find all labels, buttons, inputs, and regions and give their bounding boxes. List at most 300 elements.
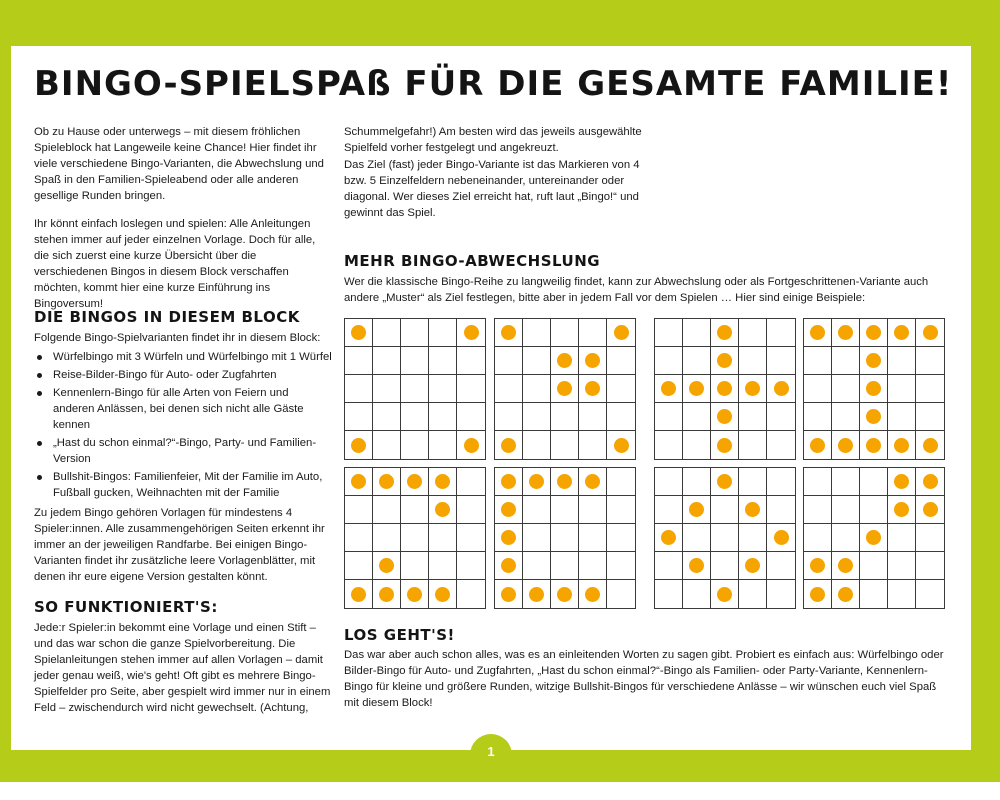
- grid-cell: [804, 319, 832, 347]
- bingo-pattern-grid: [803, 467, 945, 609]
- how-text: Jede:r Spieler:in bekommt eine Vorlage und einen Stift – und das war schon die ganze Spielvorbereitung. Die Spielanleitungen stehen immer auf allen Vorlagen – damit jeder genau weiß, wie's geht! Oft gibt es mehrere Bingo-Spielfelder pro Seite, aber gespielt wird immer nur in einem Feld – zwischendurch wird nicht gewechselt. (Achtung,: [34, 622, 331, 714]
- marker-dot: [866, 353, 881, 368]
- grid-cell: [711, 347, 739, 375]
- grid-cell: [916, 403, 944, 431]
- grid-cell: [832, 496, 860, 524]
- grid-cell: [683, 403, 711, 431]
- marker-dot: [838, 438, 853, 453]
- grid-cell: [683, 552, 711, 580]
- grid-cell: [551, 347, 579, 375]
- grid-cell: [607, 524, 635, 552]
- grid-cell: [655, 524, 683, 552]
- grid-cell: [495, 431, 523, 459]
- grid-cell: [495, 524, 523, 552]
- marker-dot: [717, 474, 732, 489]
- marker-dot: [614, 438, 629, 453]
- grid-cell: [523, 552, 551, 580]
- grid-cell: [607, 403, 635, 431]
- grid-cell: [655, 552, 683, 580]
- grid-cell: [767, 319, 795, 347]
- grid-cell: [579, 319, 607, 347]
- grid-cell: [804, 580, 832, 608]
- bingo-variant-list: [34, 349, 332, 501]
- grid-cell: [711, 431, 739, 459]
- grid-cell: [804, 524, 832, 552]
- goal-text: Das Ziel (fast) jeder Bingo-Variante ist das Markieren von 4 bzw. 5 Einzelfeldern nebeneinander, untereinander oder diagonal. Wer dieses Ziel erreicht hat, ruft laut „Bingo!“ und gewinnt das Spiel.: [344, 159, 640, 219]
- grid-cell: [711, 524, 739, 552]
- grid-cell: [832, 431, 860, 459]
- list-item: Reise-Bilder-Bingo für Auto- oder Zugfahrten: [34, 367, 332, 383]
- grid-cell: [551, 524, 579, 552]
- more-heading: MEHR BINGO-ABWECHSLUNG: [344, 252, 601, 270]
- grid-cell: [429, 468, 457, 496]
- grid-cell: [711, 319, 739, 347]
- grid-cell: [916, 524, 944, 552]
- grid-cell: [401, 552, 429, 580]
- grid-cell: [916, 319, 944, 347]
- grid-cell: [739, 431, 767, 459]
- grid-cell: [523, 496, 551, 524]
- marker-dot: [923, 438, 938, 453]
- marker-dot: [923, 325, 938, 340]
- grid-cell: [345, 347, 373, 375]
- page: [11, 46, 971, 750]
- grid-cell: [345, 375, 373, 403]
- marker-dot: [689, 558, 704, 573]
- grid-cell: [888, 347, 916, 375]
- grid-cell: [345, 319, 373, 347]
- grid-cell: [739, 580, 767, 608]
- grid-cell: [607, 468, 635, 496]
- marker-dot: [838, 558, 853, 573]
- marker-dot: [745, 502, 760, 517]
- grid-cell: [860, 403, 888, 431]
- marker-dot: [717, 353, 732, 368]
- grid-cell: [888, 375, 916, 403]
- bingos-section: [34, 330, 332, 585]
- marker-dot: [379, 587, 394, 602]
- grid-cell: [916, 375, 944, 403]
- grid-cell: [429, 580, 457, 608]
- grid-cell: [373, 347, 401, 375]
- marker-dot: [351, 474, 366, 489]
- grid-cell: [345, 468, 373, 496]
- grid-cell: [579, 496, 607, 524]
- grid-cell: [495, 375, 523, 403]
- grid-cell: [655, 403, 683, 431]
- grid-cell: [916, 431, 944, 459]
- grid-cell: [607, 347, 635, 375]
- grid-cell: [551, 580, 579, 608]
- grid-cell: [916, 580, 944, 608]
- marker-dot: [745, 381, 760, 396]
- list-item: Würfelbingo mit 3 Würfeln und Würfelbingo mit 1 Würfel: [34, 349, 332, 365]
- grid-cell: [429, 524, 457, 552]
- grid-cell: [401, 468, 429, 496]
- grid-cell: [345, 580, 373, 608]
- marker-dot: [614, 325, 629, 340]
- grid-cell: [739, 403, 767, 431]
- grid-cell: [551, 403, 579, 431]
- grid-cell: [683, 468, 711, 496]
- marker-dot: [894, 438, 909, 453]
- grid-cell: [832, 375, 860, 403]
- grid-cell: [373, 431, 401, 459]
- grid-cell: [401, 580, 429, 608]
- grid-cell: [401, 347, 429, 375]
- grid-cell: [683, 375, 711, 403]
- grid-cell: [457, 580, 485, 608]
- grid-cell: [767, 375, 795, 403]
- grid-cell: [373, 552, 401, 580]
- grid-cell: [373, 375, 401, 403]
- list-item: „Hast du schon einmal?“-Bingo, Party- und Familien-Version: [34, 435, 332, 467]
- marker-dot: [435, 587, 450, 602]
- marker-dot: [585, 587, 600, 602]
- marker-dot: [717, 409, 732, 424]
- lets-go-heading: LOS GEHT'S!: [344, 626, 455, 644]
- grid-cell: [495, 468, 523, 496]
- grid-cell: [804, 375, 832, 403]
- grid-cell: [804, 496, 832, 524]
- grid-cell: [683, 524, 711, 552]
- grid-cell: [767, 580, 795, 608]
- marker-dot: [501, 325, 516, 340]
- grid-cell: [401, 524, 429, 552]
- grid-cell: [860, 552, 888, 580]
- marker-dot: [407, 587, 422, 602]
- marker-dot: [501, 474, 516, 489]
- grid-cell: [804, 347, 832, 375]
- grid-cell: [345, 403, 373, 431]
- bingo-pattern-grid: [344, 318, 486, 460]
- grid-cell: [373, 468, 401, 496]
- grid-cell: [888, 496, 916, 524]
- marker-dot: [866, 325, 881, 340]
- grid-cell: [888, 403, 916, 431]
- grid-cell: [457, 552, 485, 580]
- grid-cell: [711, 403, 739, 431]
- bingos-lead: Folgende Bingo-Spielvarianten findet ihr in diesem Block:: [34, 332, 321, 344]
- grid-cell: [655, 580, 683, 608]
- marker-dot: [557, 587, 572, 602]
- grid-cell: [711, 580, 739, 608]
- grid-cell: [860, 431, 888, 459]
- grid-cell: [916, 552, 944, 580]
- marker-dot: [661, 530, 676, 545]
- grid-cell: [655, 431, 683, 459]
- marker-dot: [501, 438, 516, 453]
- grid-cell: [607, 496, 635, 524]
- grid-cell: [345, 552, 373, 580]
- grid-cell: [495, 552, 523, 580]
- marker-dot: [351, 325, 366, 340]
- grid-cell: [860, 580, 888, 608]
- marker-dot: [557, 353, 572, 368]
- grid-cell: [860, 319, 888, 347]
- marker-dot: [866, 381, 881, 396]
- grid-cell: [888, 319, 916, 347]
- marker-dot: [745, 558, 760, 573]
- grid-cell: [495, 319, 523, 347]
- marker-dot: [585, 381, 600, 396]
- marker-dot: [838, 325, 853, 340]
- marker-dot: [689, 381, 704, 396]
- grid-cell: [551, 375, 579, 403]
- grid-cell: [888, 524, 916, 552]
- grid-cell: [523, 524, 551, 552]
- grid-cell: [579, 375, 607, 403]
- bingo-pattern-grid: [494, 467, 636, 609]
- grid-cell: [523, 375, 551, 403]
- marker-dot: [464, 325, 479, 340]
- marker-dot: [689, 502, 704, 517]
- marker-dot: [585, 353, 600, 368]
- bingos-after: Zu jedem Bingo gehören Vorlagen für mindestens 4 Spieler:innen. Alle zusammengehörigen Seiten erkennt ihr immer an der jeweiligen Randfarbe. Bei einigen Bingo-Varianten findet ihr zusätzliche leere Vorlagenblätter, mit denen ihr eure eigene Version gestalten könnt.: [34, 507, 325, 583]
- grid-cell: [832, 403, 860, 431]
- marker-dot: [838, 587, 853, 602]
- grid-cell: [888, 431, 916, 459]
- grid-cell: [551, 468, 579, 496]
- grid-cell: [655, 496, 683, 524]
- grid-cell: [860, 496, 888, 524]
- grid-cell: [373, 403, 401, 431]
- grid-cell: [804, 431, 832, 459]
- page-title: BINGO-SPIELSPAß FÜR DIE GESAMTE FAMILIE!: [34, 64, 953, 104]
- grid-cell: [345, 524, 373, 552]
- grid-cell: [916, 496, 944, 524]
- grid-cell: [683, 580, 711, 608]
- marker-dot: [923, 502, 938, 517]
- grid-cell: [860, 524, 888, 552]
- grid-cell: [401, 496, 429, 524]
- grid-cell: [860, 468, 888, 496]
- grid-cell: [888, 468, 916, 496]
- marker-dot: [435, 502, 450, 517]
- marker-dot: [379, 558, 394, 573]
- how-heading: SO FUNKTIONIERT'S:: [34, 598, 218, 616]
- grid-cell: [429, 496, 457, 524]
- marker-dot: [774, 530, 789, 545]
- marker-dot: [464, 438, 479, 453]
- marker-dot: [866, 530, 881, 545]
- grid-cell: [767, 431, 795, 459]
- grid-cell: [579, 580, 607, 608]
- marker-dot: [866, 438, 881, 453]
- grid-cell: [373, 496, 401, 524]
- grid-cell: [429, 403, 457, 431]
- grid-cell: [429, 319, 457, 347]
- grid-cell: [767, 552, 795, 580]
- grid-cell: [683, 431, 711, 459]
- grid-cell: [711, 552, 739, 580]
- grid-cell: [739, 552, 767, 580]
- more-text: Wer die klassische Bingo-Reihe zu langweilig findet, kann zur Abwechslung oder als Fortgeschrittenen-Variante auch andere „Muster“ als Ziel festlegen, bitte aber in jedem Fall vor dem Spielen … Hier sind einige Beispiele:: [344, 276, 929, 304]
- bingos-heading: DIE BINGOS IN DIESEM BLOCK: [34, 308, 300, 326]
- grid-cell: [607, 319, 635, 347]
- grid-cell: [457, 347, 485, 375]
- marker-dot: [717, 381, 732, 396]
- grid-cell: [711, 375, 739, 403]
- grid-cell: [401, 375, 429, 403]
- marker-dot: [501, 558, 516, 573]
- marker-dot: [351, 587, 366, 602]
- grid-cell: [495, 496, 523, 524]
- grid-cell: [832, 319, 860, 347]
- marker-dot: [529, 587, 544, 602]
- marker-dot: [717, 438, 732, 453]
- marker-dot: [810, 438, 825, 453]
- grid-cell: [739, 496, 767, 524]
- intro-paragraph-1: Ob zu Hause oder unterwegs – mit diesem fröhlichen Spieleblock hat Langeweile keine Chance! Hier findet ihr viele verschiedene Bingo-Varianten, die Abwechslung und Spaß in den Familien-Spieleabend oder alle anderen gesellige Runden bringen.: [34, 126, 324, 202]
- marker-dot: [379, 474, 394, 489]
- grid-cell: [401, 319, 429, 347]
- marker-dot: [717, 587, 732, 602]
- marker-dot: [923, 474, 938, 489]
- grid-cell: [429, 552, 457, 580]
- grid-cell: [579, 552, 607, 580]
- grid-cell: [739, 319, 767, 347]
- bingo-pattern-grid: [654, 318, 796, 460]
- grid-cell: [457, 431, 485, 459]
- grid-cell: [551, 552, 579, 580]
- grid-cell: [655, 375, 683, 403]
- bingo-pattern-grid: [654, 467, 796, 609]
- grid-cell: [457, 524, 485, 552]
- grid-cell: [683, 347, 711, 375]
- marker-dot: [501, 587, 516, 602]
- grid-cell: [401, 403, 429, 431]
- grid-cell: [457, 403, 485, 431]
- marker-dot: [894, 502, 909, 517]
- grid-cell: [373, 319, 401, 347]
- grid-cell: [495, 347, 523, 375]
- grid-cell: [457, 375, 485, 403]
- grid-cell: [579, 431, 607, 459]
- grid-cell: [551, 319, 579, 347]
- grid-cell: [551, 496, 579, 524]
- grid-cell: [457, 496, 485, 524]
- grid-cell: [860, 375, 888, 403]
- grid-cell: [607, 431, 635, 459]
- grid-cell: [429, 431, 457, 459]
- grid-cell: [429, 347, 457, 375]
- marker-dot: [501, 530, 516, 545]
- grid-cell: [523, 580, 551, 608]
- grid-cell: [739, 347, 767, 375]
- grid-cell: [373, 580, 401, 608]
- grid-cell: [739, 375, 767, 403]
- how-text-continued: Schummelgefahr!) Am besten wird das jeweils ausgewählte Spielfeld vorher festgelegt und angekreuzt.: [344, 126, 642, 154]
- grid-cell: [683, 319, 711, 347]
- marker-dot: [810, 325, 825, 340]
- grid-cell: [607, 375, 635, 403]
- marker-dot: [407, 474, 422, 489]
- marker-dot: [557, 381, 572, 396]
- grid-cell: [607, 552, 635, 580]
- bingo-pattern-grid: [803, 318, 945, 460]
- grid-cell: [429, 375, 457, 403]
- marker-dot: [529, 474, 544, 489]
- grid-cell: [579, 347, 607, 375]
- grid-cell: [832, 468, 860, 496]
- marker-dot: [717, 325, 732, 340]
- grid-cell: [832, 347, 860, 375]
- lets-go-text: Das war aber auch schon alles, was es an einleitenden Worten zu sagen gibt. Probiert es einfach aus: Würfelbingo oder Bilder-Bingo für Auto- und Zugfahrten, „Hast du schon einmal?“-Bingo als Familien- oder Party-Variante, Kennenlern-Bingo für kleine und größere Runden, witzige Bullshit-Bingos für verschiedene Anlässe – wir wünschen euch viel Spaß mit diesem Block!: [344, 649, 944, 709]
- grid-cell: [804, 552, 832, 580]
- marker-dot: [894, 325, 909, 340]
- grid-cell: [401, 431, 429, 459]
- grid-cell: [495, 403, 523, 431]
- grid-cell: [888, 552, 916, 580]
- grid-cell: [345, 431, 373, 459]
- intro-paragraph-2: Ihr könnt einfach loslegen und spielen: Alle Anleitungen stehen immer auf jeder einzelnen Vorlage. Doch für alle, die sich zuerst eine kurze Übersicht über die verschiedenen Bingos in diesem Block verschaffen möchten, kommt hier eine kurze Einführung ins Bingoversum!: [34, 218, 316, 310]
- marker-dot: [866, 409, 881, 424]
- grid-cell: [373, 524, 401, 552]
- grid-cell: [655, 347, 683, 375]
- marker-dot: [557, 474, 572, 489]
- list-item: Kennenlern-Bingo für alle Arten von Feiern und anderen Anlässen, bei denen sich nicht alle Gäste kennen: [34, 385, 332, 433]
- grid-cell: [767, 524, 795, 552]
- grid-cell: [832, 552, 860, 580]
- marker-dot: [894, 474, 909, 489]
- grid-cell: [832, 580, 860, 608]
- grid-cell: [457, 468, 485, 496]
- grid-cell: [888, 580, 916, 608]
- marker-dot: [810, 558, 825, 573]
- grid-cell: [683, 496, 711, 524]
- page-number: 1: [470, 734, 512, 776]
- grid-cell: [860, 347, 888, 375]
- grid-cell: [579, 403, 607, 431]
- grid-cell: [523, 403, 551, 431]
- grid-cell: [767, 496, 795, 524]
- marker-dot: [435, 474, 450, 489]
- grid-cell: [523, 347, 551, 375]
- grid-cell: [711, 468, 739, 496]
- marker-dot: [810, 587, 825, 602]
- grid-cell: [495, 580, 523, 608]
- grid-cell: [579, 468, 607, 496]
- marker-dot: [661, 381, 676, 396]
- grid-cell: [345, 496, 373, 524]
- marker-dot: [585, 474, 600, 489]
- marker-dot: [774, 381, 789, 396]
- grid-cell: [523, 431, 551, 459]
- marker-dot: [501, 502, 516, 517]
- grid-cell: [916, 347, 944, 375]
- grid-cell: [767, 347, 795, 375]
- list-item: Bullshit-Bingos: Familienfeier, Mit der Familie im Auto, Fußball gucken, Weihnachten mit der Familie: [34, 469, 332, 501]
- grid-cell: [804, 468, 832, 496]
- marker-dot: [351, 438, 366, 453]
- grid-cell: [767, 468, 795, 496]
- grid-cell: [655, 468, 683, 496]
- grid-cell: [739, 524, 767, 552]
- grid-cell: [804, 403, 832, 431]
- bingo-pattern-grid: [344, 467, 486, 609]
- grid-cell: [607, 580, 635, 608]
- grid-cell: [457, 319, 485, 347]
- grid-cell: [711, 496, 739, 524]
- bingo-pattern-grid: [494, 318, 636, 460]
- grid-cell: [579, 524, 607, 552]
- grid-cell: [523, 319, 551, 347]
- grid-cell: [523, 468, 551, 496]
- grid-cell: [655, 319, 683, 347]
- grid-cell: [551, 431, 579, 459]
- grid-cell: [739, 468, 767, 496]
